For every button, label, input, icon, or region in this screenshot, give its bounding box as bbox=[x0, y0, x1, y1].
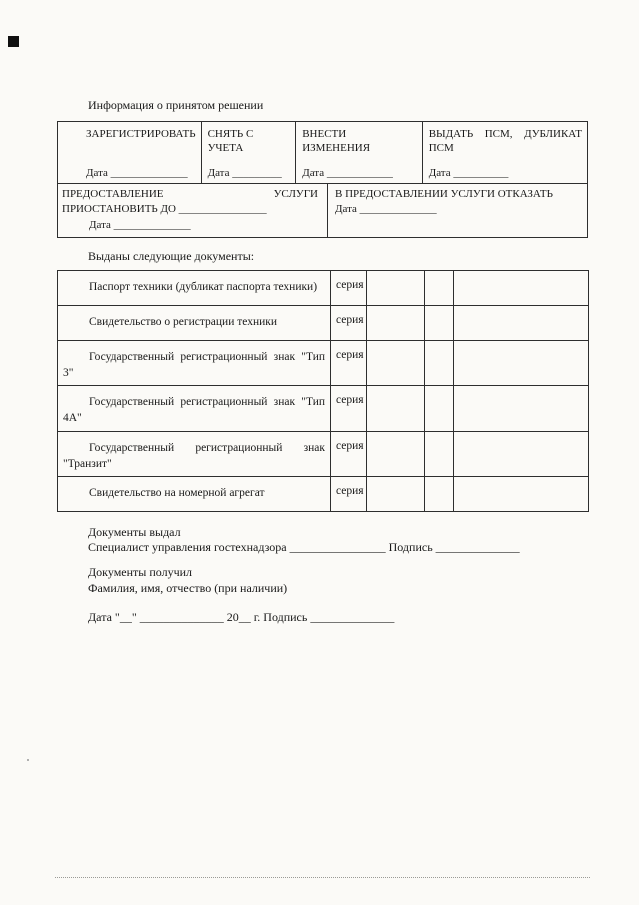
series-value-cell bbox=[367, 386, 425, 431]
decision-cell-amend bbox=[295, 122, 421, 183]
series-label-cell: серия bbox=[331, 306, 367, 341]
series-value-cell bbox=[367, 476, 425, 511]
series-value-cell bbox=[367, 271, 425, 306]
documents-received-heading: Документы получил bbox=[88, 564, 193, 579]
document-name: Паспорт техники (дубликат паспорта техники) bbox=[58, 271, 331, 306]
form-content bbox=[57, 98, 588, 626]
suspend-line1 bbox=[62, 187, 321, 202]
document-row bbox=[58, 306, 589, 341]
decision-table-second-row bbox=[58, 183, 587, 237]
series-value-cell bbox=[367, 431, 425, 476]
document-name: Свидетельство о регистрации техники bbox=[58, 306, 331, 341]
series-label-cell: серия bbox=[331, 431, 367, 476]
date-blank-field: Дата ______________ bbox=[86, 167, 188, 179]
page-title: Информация о принятом решении bbox=[88, 98, 264, 112]
document-row bbox=[58, 271, 589, 306]
number-label-cell bbox=[425, 271, 454, 306]
number-value-cell bbox=[454, 271, 589, 306]
document-row bbox=[58, 386, 589, 431]
decision-label: ВНЕСТИ ИЗМЕНЕНИЯ bbox=[302, 128, 371, 154]
refuse-label: В ПРЕДОСТАВЛЕНИИ УСЛУГИ ОТКАЗАТЬ bbox=[335, 188, 553, 200]
date-blank-field: Дата _________ bbox=[207, 167, 282, 179]
scan-speck bbox=[27, 759, 29, 761]
series-label-cell: серия bbox=[331, 386, 367, 431]
decision-table bbox=[57, 121, 588, 238]
refuse-service-cell bbox=[328, 184, 587, 237]
number-label-cell bbox=[425, 431, 454, 476]
documents-issued-heading: Выданы следующие документы: bbox=[88, 249, 255, 264]
decision-cell-register bbox=[58, 122, 201, 183]
date-blank-field: Дата __________ bbox=[428, 167, 509, 179]
decision-label: ВЫДАТЬ ПСМ, ДУБЛИКАТ ПСМ bbox=[428, 128, 582, 154]
document-name: Свидетельство на номерной агрегат bbox=[58, 476, 331, 511]
number-label-cell bbox=[425, 306, 454, 341]
documents-issued-by-heading: Документы выдал bbox=[88, 524, 181, 539]
document-name: Государственный регистрационный знак "Тип 3" bbox=[58, 341, 331, 386]
documents-table bbox=[57, 270, 589, 512]
form-footer bbox=[88, 525, 588, 626]
date-blank-field: Дата ____________ bbox=[302, 167, 393, 179]
series-label-cell: серия bbox=[331, 271, 367, 306]
suspend-word1: ПРЕДОСТАВЛЕНИЕ bbox=[62, 188, 164, 200]
decision-cell-deregister bbox=[201, 122, 296, 183]
date-blank-field: Дата ______________ bbox=[335, 203, 437, 216]
number-value-cell bbox=[454, 476, 589, 511]
document-row bbox=[58, 341, 589, 386]
number-value-cell bbox=[454, 341, 589, 386]
decision-table-header-row bbox=[58, 122, 587, 183]
document-row bbox=[58, 476, 589, 511]
decision-label: ЗАРЕГИСТРИРОВАТЬ bbox=[86, 128, 196, 140]
date-signature-line: Дата "__" ______________ 20__ г. Подпись ______________ bbox=[88, 610, 395, 625]
suspend-line2: ПРИОСТАНОВИТЬ ДО ________________ bbox=[62, 203, 267, 216]
document-name: Государственный регистрационный знак "Тип 4А" bbox=[58, 386, 331, 431]
specialist-signature-line: Специалист управления гостехнадзора ________________ Подпись ______________ bbox=[88, 540, 520, 555]
series-label-cell: серия bbox=[331, 476, 367, 511]
number-value-cell bbox=[454, 306, 589, 341]
series-value-cell bbox=[367, 341, 425, 386]
number-label-cell bbox=[425, 341, 454, 386]
recipient-name-line: Фамилия, имя, отчество (при наличии) bbox=[88, 580, 288, 595]
series-label-cell: серия bbox=[331, 341, 367, 386]
suspend-service-cell bbox=[58, 184, 328, 237]
decision-cell-issue-psm bbox=[422, 122, 587, 183]
document-row bbox=[58, 431, 589, 476]
date-blank-field: Дата ______________ bbox=[89, 218, 191, 231]
number-value-cell bbox=[454, 431, 589, 476]
number-label-cell bbox=[425, 476, 454, 511]
decision-label: СНЯТЬ С УЧЕТА bbox=[207, 128, 254, 154]
number-label-cell bbox=[425, 386, 454, 431]
series-value-cell bbox=[367, 306, 425, 341]
document-name: Государственный регистрационный знак "Транзит" bbox=[58, 431, 331, 476]
scan-corner-mark bbox=[8, 36, 19, 47]
scan-artifact-line bbox=[55, 877, 590, 878]
suspend-word2: УСЛУГИ bbox=[273, 188, 318, 200]
number-value-cell bbox=[454, 386, 589, 431]
